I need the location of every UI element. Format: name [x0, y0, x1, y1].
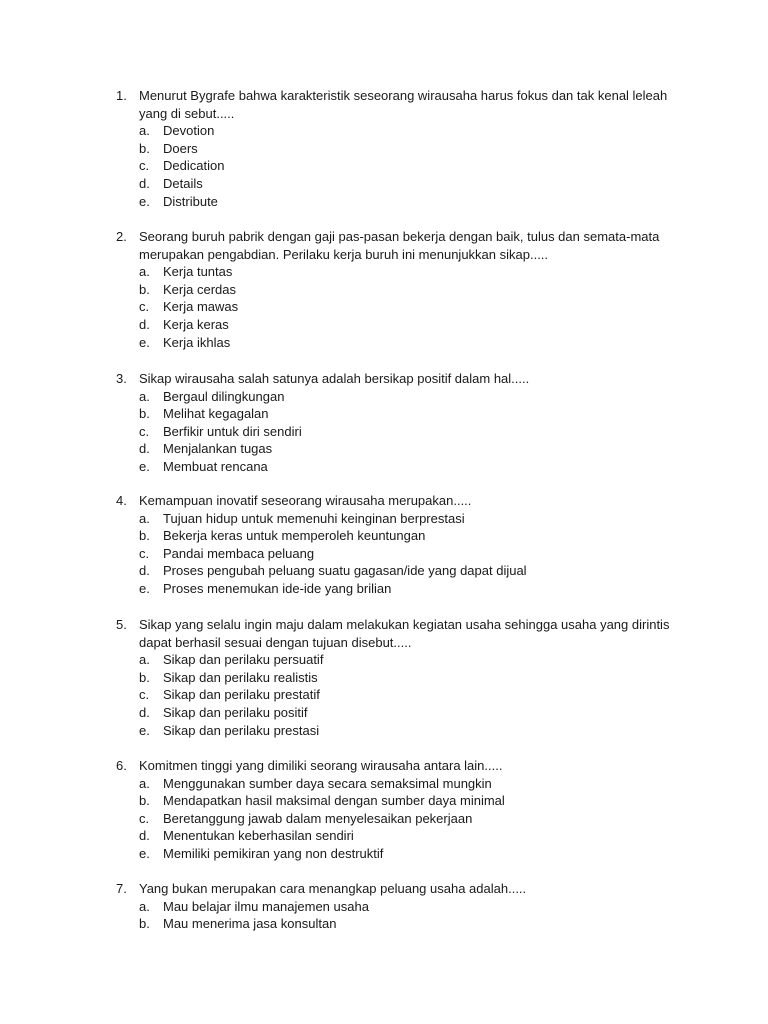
option-e: [0, 193, 768, 211]
option-letter: a.: [139, 510, 150, 526]
option-e: [0, 722, 768, 740]
option-c: [0, 298, 768, 316]
question-line: [0, 634, 768, 652]
question-5: [0, 616, 768, 739]
option-letter: a.: [139, 264, 150, 280]
question-number: 6.: [116, 758, 127, 773]
option-text: Mendapatkan hasil maksimal dengan sumber daya minimal: [163, 793, 505, 809]
question-number: 1.: [116, 88, 127, 103]
option-letter: a.: [139, 775, 150, 791]
question-line: [0, 87, 768, 105]
question-text: yang di sebut.....: [139, 105, 235, 121]
question-7: [0, 880, 768, 933]
question-line: [0, 880, 768, 898]
option-text: Bekerja keras untuk memperoleh keuntungan: [163, 528, 426, 544]
option-text: Membuat rencana: [163, 458, 268, 474]
option-a: [0, 510, 768, 528]
option-text: Sikap dan perilaku positif: [163, 704, 308, 720]
option-b: [0, 669, 768, 687]
option-letter: d.: [139, 175, 150, 191]
option-letter: d.: [139, 316, 150, 332]
question-number: 7.: [116, 881, 127, 896]
option-text: Proses menemukan ide-ide yang brilian: [163, 580, 392, 596]
option-letter: b.: [139, 406, 150, 422]
option-letter: c.: [139, 687, 150, 703]
option-letter: d.: [139, 828, 150, 844]
option-text: Details: [163, 175, 203, 191]
option-e: [0, 580, 768, 598]
question-number: 4.: [116, 493, 127, 508]
option-letter: c.: [139, 299, 150, 315]
question-number: 5.: [116, 617, 127, 632]
question-line: [0, 757, 768, 775]
option-letter: b.: [139, 140, 150, 156]
option-letter: c.: [139, 545, 150, 561]
option-letter: e.: [139, 580, 150, 596]
question-line: [0, 105, 768, 123]
question-number: 2.: [116, 229, 127, 244]
option-c: [0, 423, 768, 441]
question-3: [0, 370, 768, 476]
option-letter: d.: [139, 441, 150, 457]
option-letter: a.: [139, 652, 150, 668]
option-a: [0, 122, 768, 140]
option-text: Sikap dan perilaku realistis: [163, 669, 318, 685]
option-text: Memiliki pemikiran yang non destruktif: [163, 845, 384, 861]
option-e: [0, 845, 768, 863]
option-text: Devotion: [163, 123, 215, 139]
option-letter: c.: [139, 810, 150, 826]
option-letter: e.: [139, 722, 150, 738]
option-letter: d.: [139, 563, 150, 579]
option-text: Menjalankan tugas: [163, 441, 273, 457]
option-letter: a.: [139, 898, 150, 914]
option-letter: b.: [139, 528, 150, 544]
question-line: [0, 370, 768, 388]
option-letter: a.: [139, 388, 150, 404]
option-text: Melihat kegagalan: [163, 406, 269, 422]
option-text: Mau belajar ilmu manajemen usaha: [163, 898, 369, 914]
option-letter: c.: [139, 423, 150, 439]
question-2: [0, 228, 768, 351]
option-b: [0, 915, 768, 933]
option-text: Beretanggung jawab dalam menyelesaikan pekerjaan: [163, 810, 473, 826]
option-d: [0, 316, 768, 334]
option-d: [0, 175, 768, 193]
option-text: Pandai membaca peluang: [163, 545, 315, 561]
option-d: [0, 827, 768, 845]
question-6: [0, 757, 768, 863]
option-a: [0, 898, 768, 916]
question-text: Menurut Bygrafe bahwa karakteristik seseorang wirausaha harus fokus dan tak kenal leleah: [139, 88, 668, 103]
option-text: Sikap dan perilaku persuatif: [163, 652, 324, 668]
option-letter: e.: [139, 334, 150, 350]
option-text: Kerja keras: [163, 316, 229, 332]
option-text: Menggunakan sumber daya secara semaksimal mungkin: [163, 775, 492, 791]
option-a: [0, 651, 768, 669]
option-text: Kerja cerdas: [163, 281, 236, 297]
question-text: Kemampuan inovatif seseorang wirausaha merupakan.....: [139, 493, 472, 508]
option-b: [0, 527, 768, 545]
question-1: [0, 87, 768, 210]
question-text: Sikap yang selalu ingin maju dalam melakukan kegiatan usaha sehingga usaha yang dirintis: [139, 617, 670, 632]
option-text: Mau menerima jasa konsultan: [163, 916, 337, 932]
question-number: 3.: [116, 371, 127, 386]
question-line: [0, 616, 768, 634]
option-d: [0, 704, 768, 722]
question-4: [0, 492, 768, 598]
option-text: Menentukan keberhasilan sendiri: [163, 828, 354, 844]
option-text: Tujuan hidup untuk memenuhi keinginan berprestasi: [163, 510, 465, 526]
question-text: merupakan pengabdian. Perilaku kerja buruh ini menunjukkan sikap.....: [139, 246, 549, 262]
option-text: Doers: [163, 140, 198, 156]
question-text: dapat berhasil sesuai dengan tujuan disebut.....: [139, 634, 412, 650]
question-text: Seorang buruh pabrik dengan gaji pas-pasan bekerja dengan baik, tulus dan semata-mata: [139, 229, 660, 244]
option-b: [0, 281, 768, 299]
option-letter: b.: [139, 281, 150, 297]
question-text: Sikap wirausaha salah satunya adalah bersikap positif dalam hal.....: [139, 371, 530, 386]
option-c: [0, 545, 768, 563]
option-text: Dedication: [163, 158, 225, 174]
question-text: Yang bukan merupakan cara menangkap peluang usaha adalah.....: [139, 881, 527, 896]
option-letter: e.: [139, 193, 150, 209]
option-b: [0, 405, 768, 423]
option-e: [0, 334, 768, 352]
option-text: Sikap dan perilaku prestasi: [163, 722, 320, 738]
question-line: [0, 228, 768, 246]
option-a: [0, 263, 768, 281]
option-text: Proses pengubah peluang suatu gagasan/ide yang dapat dijual: [163, 563, 527, 579]
option-text: Distribute: [163, 193, 218, 209]
option-letter: d.: [139, 704, 150, 720]
option-a: [0, 775, 768, 793]
option-letter: b.: [139, 669, 150, 685]
option-text: Kerja mawas: [163, 299, 239, 315]
option-d: [0, 562, 768, 580]
option-b: [0, 792, 768, 810]
option-c: [0, 157, 768, 175]
option-text: Bergaul dilingkungan: [163, 388, 285, 404]
option-c: [0, 686, 768, 704]
option-text: Kerja ikhlas: [163, 334, 231, 350]
option-b: [0, 140, 768, 158]
question-line: [0, 492, 768, 510]
option-letter: e.: [139, 458, 150, 474]
option-a: [0, 388, 768, 406]
option-letter: b.: [139, 793, 150, 809]
option-text: Kerja tuntas: [163, 264, 233, 280]
question-text: Komitmen tinggi yang dimiliki seorang wirausaha antara lain.....: [139, 758, 503, 773]
option-letter: c.: [139, 158, 150, 174]
option-e: [0, 458, 768, 476]
question-line: [0, 246, 768, 264]
option-text: Sikap dan perilaku prestatif: [163, 687, 320, 703]
option-letter: b.: [139, 916, 150, 932]
option-c: [0, 810, 768, 828]
option-letter: a.: [139, 123, 150, 139]
option-text: Berfikir untuk diri sendiri: [163, 423, 302, 439]
option-letter: e.: [139, 845, 150, 861]
option-d: [0, 440, 768, 458]
